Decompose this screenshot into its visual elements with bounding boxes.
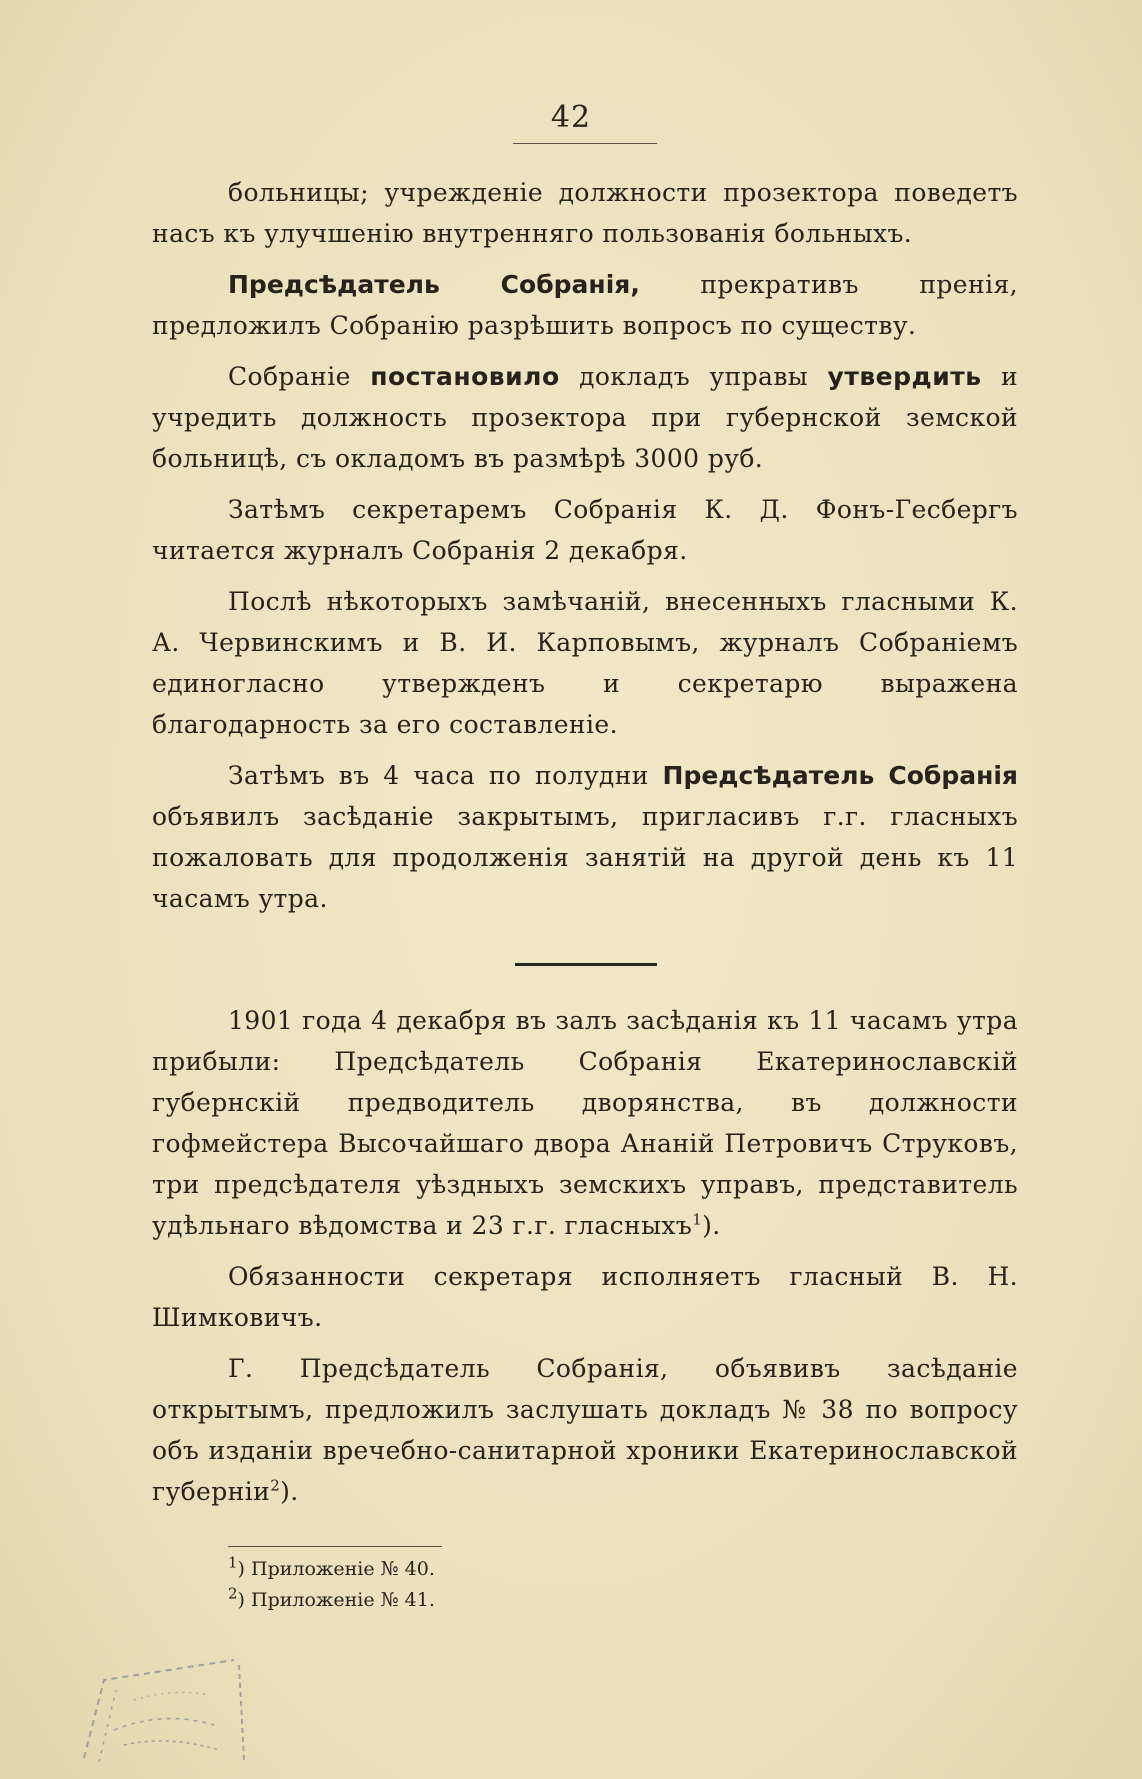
footnote-1-text: ) Приложеніе № 40. xyxy=(237,1558,435,1580)
session-paragraph-1-end: ). xyxy=(702,1211,721,1240)
session-paragraph-2-text: Обязанности секретаря исполняетъ гласный В. Н. Шимковичъ. xyxy=(152,1262,1018,1332)
footnote-1-mark: 1 xyxy=(228,1553,238,1572)
session-paragraph-2 xyxy=(152,1256,1018,1338)
session-paragraph-3-end: ). xyxy=(280,1477,299,1506)
paragraph-2 xyxy=(152,264,1018,346)
paragraph-6-text-b: объявилъ засѣданіе закрытымъ, пригласивъ г.г. гласныхъ пожаловать для продолженія занятій на другой день къ 11 часамъ утра. xyxy=(152,802,1018,913)
paragraph-5 xyxy=(152,581,1018,745)
paragraph-3-text-c: и учредить должность прозектора при губернской земской больницѣ, съ окладомъ въ размѣрѣ 3000 руб. xyxy=(152,362,1019,473)
footnote-ref-1: 1 xyxy=(692,1210,703,1229)
footnote-1 xyxy=(228,1554,828,1585)
main-text xyxy=(152,172,1018,929)
footnote-ref-2: 2 xyxy=(270,1476,281,1495)
library-stamp-graphic xyxy=(44,1640,274,1770)
paragraph-1-text: больницы; учрежденіе должности прозектора поведетъ насъ къ улучшенію внутренняго пользованія больныхъ. xyxy=(152,178,1018,248)
session-paragraph-3 xyxy=(152,1348,1018,1512)
paragraph-6-text-a: Затѣмъ въ 4 часа по полудни xyxy=(228,761,663,790)
chairman-bold: Предсѣдатель Собранія, xyxy=(228,270,640,299)
resolved-bold: постановило xyxy=(370,362,560,391)
paragraph-4-text: Затѣмъ секретаремъ Собранія К. Д. Фонъ-Гесбергъ читается журналъ Собранія 2 декабря. xyxy=(152,495,1018,565)
session-paragraph-1-text: 1901 года 4 декабря въ залъ засѣданія къ 11 часамъ утра прибыли: Предсѣдатель Собранія Екатеринославскій губернскій предводитель дворянства, въ должности гофмейстера Высочайшаго двора Ананій Петровичъ Струковъ, три предсѣдателя уѣздныхъ земскихъ управъ, представитель удѣльнаго вѣдомства и 23 г.г. гласныхъ xyxy=(152,1006,1018,1240)
footnote-2-mark: 2 xyxy=(228,1584,238,1603)
session-text xyxy=(152,1000,1018,1522)
session-paragraph-3-text: Г. Предсѣдатель Собранія, объявивъ засѣданіе открытымъ, предложилъ заслушать докладъ № 38 по вопросу объ изданіи вречебно-санитарной хроники Екатеринославской губерніи xyxy=(152,1354,1018,1506)
page-number-rule xyxy=(513,143,657,144)
approve-bold: утвердить xyxy=(827,362,982,391)
paragraph-3-text-b: докладъ управы xyxy=(559,362,828,391)
session-paragraph-1 xyxy=(152,1000,1018,1246)
paragraph-3-text-a: Собраніе xyxy=(228,362,371,391)
chairman-bold-2: Предсѣдатель Собранія xyxy=(662,761,1018,790)
paragraph-6 xyxy=(152,755,1018,919)
footnotes xyxy=(228,1554,828,1616)
page-number: 42 xyxy=(550,100,592,135)
paragraph-3 xyxy=(152,356,1018,479)
paragraph-1 xyxy=(152,172,1018,254)
paragraph-4 xyxy=(152,489,1018,571)
footnote-2 xyxy=(228,1585,828,1616)
paragraph-5-text: Послѣ нѣкоторыхъ замѣчаній, внесенныхъ гласными К. А. Червинскимъ и В. И. Карповымъ, журналъ Собраніемъ единогласно утвержденъ и секретарю выражена благодарность за его составленіе. xyxy=(152,587,1018,739)
paragraph-2-text: прекративъ пренія, предложилъ Собранію разрѣшить вопросъ по существу. xyxy=(152,270,1018,340)
section-separator xyxy=(515,963,657,966)
footnote-2-text: ) Приложеніе № 41. xyxy=(237,1589,435,1611)
footnote-rule xyxy=(228,1546,442,1547)
